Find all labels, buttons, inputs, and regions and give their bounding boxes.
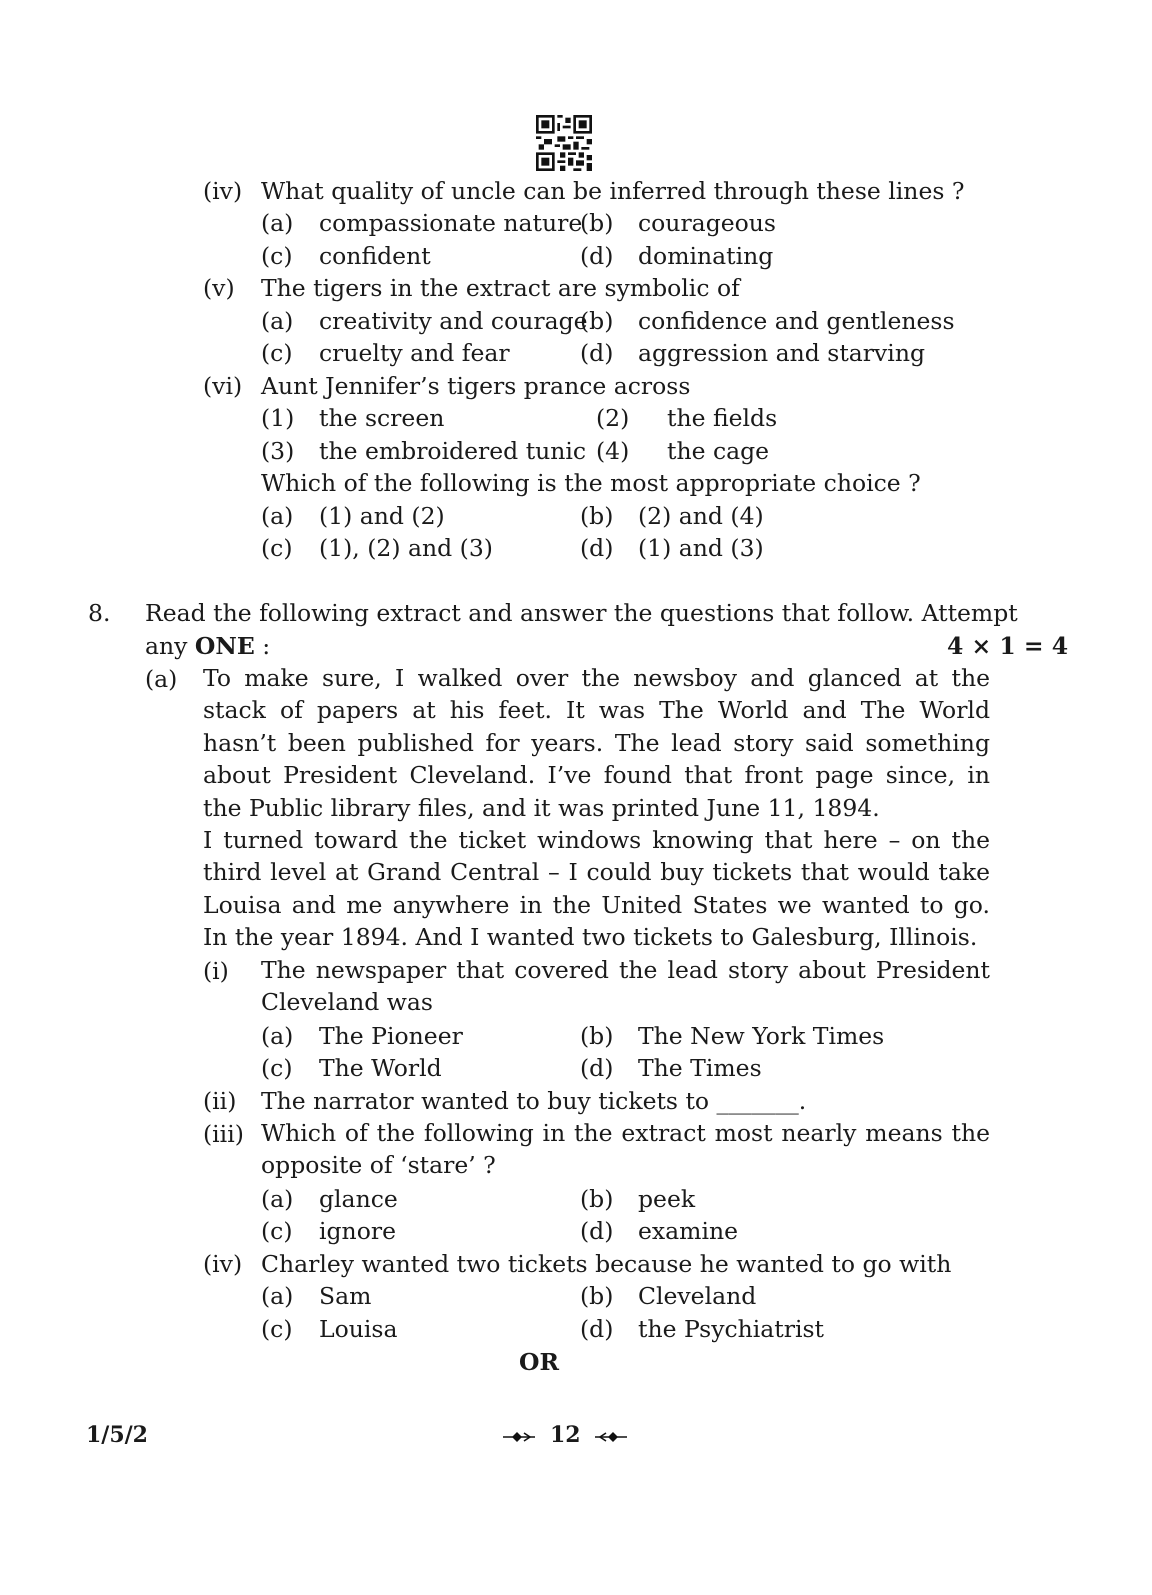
question-text: What quality of uncle can be inferred through these lines ? — [261, 177, 965, 205]
page-number: 12 — [550, 1422, 581, 1448]
question-number: (ii) — [203, 1087, 237, 1115]
paper-code: 1/5/2 — [86, 1422, 148, 1448]
option-label: (c) — [261, 242, 293, 270]
question-number: (iv) — [203, 177, 243, 205]
choice-prompt: Which of the following is the most appropriate choice ? — [261, 469, 921, 497]
question-number: (v) — [203, 274, 235, 302]
option-text: compassionate nature — [319, 209, 583, 237]
option-label: (b) — [580, 1022, 614, 1050]
part-label: (a) — [145, 665, 178, 693]
option-text: (1), (2) and (3) — [319, 534, 493, 562]
option-label: (d) — [580, 1054, 614, 1082]
option-label: (a) — [261, 502, 294, 530]
option-label: (d) — [580, 1315, 614, 1343]
option-label: (d) — [580, 1217, 614, 1245]
extract-paragraph-1: To make sure, I walked over the newsboy and glanced at the stack of papers at his feet. It was The World and The World hasn’t been published for years. The lead story said something about President Cleveland. I’ve found that front page since, in the Public library files, and it was printed June 11, 1894. — [203, 664, 990, 822]
item-text: the cage — [667, 437, 770, 465]
option-label: (b) — [580, 502, 614, 530]
qr-code — [536, 115, 592, 171]
option-text: peek — [638, 1185, 696, 1213]
option-text: The World — [319, 1054, 442, 1082]
option-text: (1) and (2) — [319, 502, 445, 530]
option-label: (c) — [261, 1217, 293, 1245]
option-label: (b) — [580, 209, 614, 237]
question-number: 8. — [88, 599, 111, 627]
question-number: (iv) — [203, 1250, 243, 1278]
option-label: (b) — [580, 1282, 614, 1310]
option-label: (c) — [261, 534, 293, 562]
item-label: (3) — [261, 437, 295, 465]
option-label: (a) — [261, 307, 294, 335]
option-label: (c) — [261, 339, 293, 367]
option-label: (c) — [261, 1315, 293, 1343]
question-number: (vi) — [203, 372, 243, 400]
question-text: Charley wanted two tickets because he wanted to go with — [261, 1250, 952, 1278]
option-label: (c) — [261, 1054, 293, 1082]
option-text: The Times — [638, 1054, 762, 1082]
question-text: The narrator wanted to buy tickets to _______. — [261, 1087, 807, 1115]
option-label: (b) — [580, 1185, 614, 1213]
question-text: Which of the following in the extract most nearly means the opposite of ‘stare’ ? — [261, 1119, 990, 1180]
option-text: aggression and starving — [638, 339, 926, 367]
ornament-right-icon — [594, 1430, 628, 1444]
marks-allocation: 4 × 1 = 4 — [947, 632, 1069, 660]
option-text: confident — [319, 242, 431, 270]
item-text: the screen — [319, 404, 445, 432]
option-label: (a) — [261, 1282, 294, 1310]
option-text: The Pioneer — [319, 1022, 463, 1050]
item-label: (4) — [596, 437, 630, 465]
item-text: the fields — [667, 404, 778, 432]
option-label: (d) — [580, 242, 614, 270]
or-divider: OR — [519, 1348, 560, 1376]
option-text: glance — [319, 1185, 398, 1213]
option-text: cruelty and fear — [319, 339, 510, 367]
question-text: The newspaper that covered the lead story about President Cleveland was — [261, 956, 990, 1017]
option-text: confidence and gentleness — [638, 307, 955, 335]
question-number: (i) — [203, 957, 229, 985]
option-text: Cleveland — [638, 1282, 757, 1310]
item-label: (2) — [596, 404, 630, 432]
option-text: examine — [638, 1217, 739, 1245]
question-number: (iii) — [203, 1120, 244, 1148]
option-label: (d) — [580, 339, 614, 367]
option-text: Louisa — [319, 1315, 398, 1343]
instruction-continued: any ONE : — [145, 632, 271, 660]
item-label: (1) — [261, 404, 295, 432]
option-text: courageous — [638, 209, 776, 237]
option-label: (d) — [580, 534, 614, 562]
option-label: (b) — [580, 307, 614, 335]
option-label: (a) — [261, 209, 294, 237]
option-text: The New York Times — [638, 1022, 885, 1050]
option-text: creativity and courage — [319, 307, 588, 335]
option-text: dominating — [638, 242, 774, 270]
question-text: The tigers in the extract are symbolic of — [261, 274, 740, 302]
item-text: the embroidered tunic — [319, 437, 587, 465]
question-text: Aunt Jennifer’s tigers prance across — [261, 372, 691, 400]
option-text: (1) and (3) — [638, 534, 764, 562]
extract-paragraph-2: I turned toward the ticket windows knowing that here – on the third level at Grand Central – I could buy tickets that would take Louisa and me anywhere in the United States we wanted to go. In the year 1894. And I wanted two tickets to Galesburg, Illinois. — [203, 826, 990, 952]
option-text: ignore — [319, 1217, 396, 1245]
option-text: the Psychiatrist — [638, 1315, 824, 1343]
instruction-text: Read the following extract and answer the questions that follow. Attempt — [145, 599, 1018, 627]
option-text: (2) and (4) — [638, 502, 764, 530]
option-label: (a) — [261, 1185, 294, 1213]
option-text: Sam — [319, 1282, 372, 1310]
ornament-left-icon — [502, 1430, 536, 1444]
option-label: (a) — [261, 1022, 294, 1050]
